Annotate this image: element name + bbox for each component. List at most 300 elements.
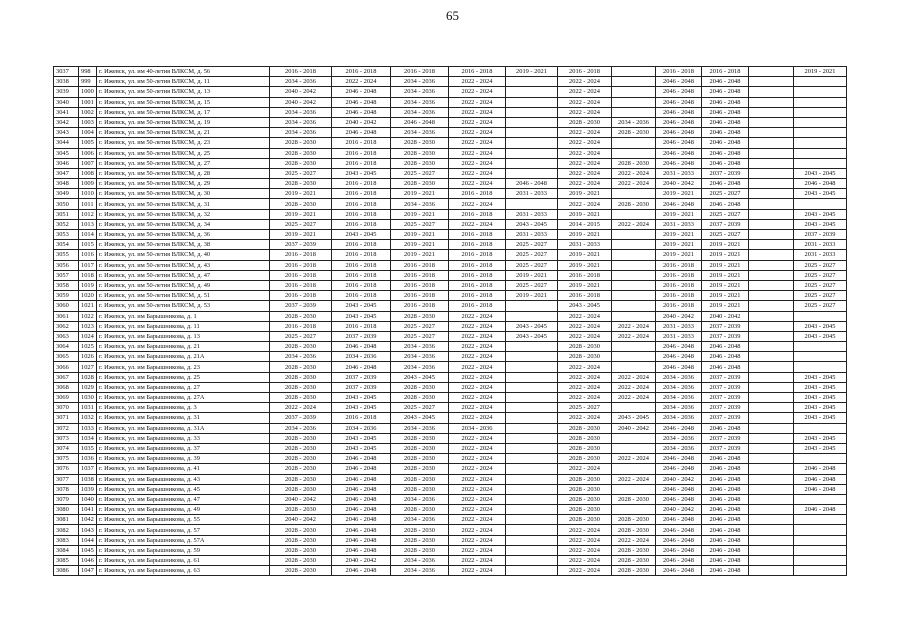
table-row: [54, 556, 847, 566]
period-cell: 2025 - 2027: [794, 270, 847, 280]
period-cell: 2037 - 2039: [702, 331, 749, 341]
table-row: [54, 179, 847, 189]
period-cell: 2043 - 2045: [794, 382, 847, 392]
period-cell: 2028 - 2030: [270, 484, 332, 494]
period-cell: 2028 - 2030: [558, 352, 612, 362]
period-cell: 2016 - 2018: [656, 291, 702, 301]
row-number-cell: 3086: [54, 566, 79, 576]
period-cell: 2025 - 2027: [391, 321, 449, 331]
page-number: 65: [446, 8, 459, 23]
table-row: [54, 393, 847, 403]
address-cell: г. Ижевск, ул. им Барышникова, д. 59: [97, 545, 270, 555]
period-cell: 2040 - 2042: [270, 515, 332, 525]
period-cell: [794, 566, 847, 576]
period-cell: 2016 - 2018: [449, 250, 506, 260]
period-cell: [506, 97, 558, 107]
period-cell: 2046 - 2048: [702, 342, 749, 352]
period-cell: 2046 - 2048: [656, 494, 702, 504]
period-cell: 2046 - 2048: [702, 525, 749, 535]
period-cell: 2022 - 2024: [449, 117, 506, 127]
period-cell: 2022 - 2024: [449, 342, 506, 352]
period-cell: 2022 - 2024: [558, 128, 612, 138]
period-cell: 2019 - 2021: [391, 189, 449, 199]
period-cell: 2028 - 2030: [270, 454, 332, 464]
period-cell: [612, 301, 656, 311]
row-number-cell: 3050: [54, 199, 79, 209]
period-cell: 2028 - 2030: [612, 199, 656, 209]
row-number-cell: 3047: [54, 168, 79, 178]
period-cell: 2028 - 2030: [391, 525, 449, 535]
period-cell: [506, 505, 558, 515]
period-cell: 2022 - 2024: [449, 168, 506, 178]
period-cell: 2022 - 2024: [558, 87, 612, 97]
table-row: [54, 403, 847, 413]
address-cell: г. Ижевск, ул. им 50-летия ВЛКСМ, д. 21: [97, 128, 270, 138]
period-cell: 2034 - 2036: [391, 199, 449, 209]
period-cell: 2016 - 2018: [332, 291, 391, 301]
row-number-cell: 3076: [54, 464, 79, 474]
period-cell: [506, 342, 558, 352]
period-cell: [749, 158, 794, 168]
object-id-cell: 1041: [79, 505, 97, 515]
period-cell: 2046 - 2048: [702, 352, 749, 362]
period-cell: 2043 - 2045: [506, 331, 558, 341]
period-cell: 2028 - 2030: [270, 433, 332, 443]
period-cell: [506, 158, 558, 168]
period-cell: 2040 - 2042: [332, 556, 391, 566]
period-cell: 2016 - 2018: [270, 270, 332, 280]
address-cell: г. Ижевск, ул. им 50-летия ВЛКСМ, д. 51: [97, 291, 270, 301]
period-cell: 2046 - 2048: [794, 474, 847, 484]
period-cell: 2046 - 2048: [702, 179, 749, 189]
address-cell: г. Ижевск, ул. им Барышникова, д. 31: [97, 413, 270, 423]
period-cell: [506, 393, 558, 403]
period-cell: 2019 - 2021: [656, 250, 702, 260]
object-id-cell: 1039: [79, 484, 97, 494]
period-cell: [749, 321, 794, 331]
period-cell: 2022 - 2024: [558, 148, 612, 158]
period-cell: 2016 - 2018: [449, 240, 506, 250]
period-cell: 2028 - 2030: [270, 179, 332, 189]
period-cell: 2022 - 2024: [558, 382, 612, 392]
period-cell: [794, 515, 847, 525]
period-cell: 2034 - 2036: [270, 107, 332, 117]
period-cell: [794, 311, 847, 321]
period-cell: 2016 - 2018: [449, 209, 506, 219]
period-cell: 2022 - 2024: [558, 362, 612, 372]
address-cell: г. Ижевск, ул. им Барышникова, д. 61: [97, 556, 270, 566]
period-cell: [749, 311, 794, 321]
period-cell: 2046 - 2048: [702, 535, 749, 545]
period-cell: 2022 - 2024: [449, 535, 506, 545]
period-cell: 2034 - 2036: [656, 443, 702, 453]
period-cell: 2028 - 2030: [612, 158, 656, 168]
period-cell: 2016 - 2018: [449, 67, 506, 77]
period-cell: 2016 - 2018: [332, 138, 391, 148]
period-cell: 2022 - 2024: [332, 77, 391, 87]
period-cell: [612, 148, 656, 158]
period-cell: 2046 - 2048: [391, 117, 449, 127]
address-cell: г. Ижевск, ул. им Барышникова, д. 27А: [97, 393, 270, 403]
period-cell: 2028 - 2030: [270, 148, 332, 158]
period-cell: 2019 - 2021: [656, 230, 702, 240]
period-cell: 2028 - 2030: [391, 464, 449, 474]
period-cell: 2022 - 2024: [449, 556, 506, 566]
row-number-cell: 3063: [54, 331, 79, 341]
period-cell: 2016 - 2018: [270, 67, 332, 77]
table-row: [54, 107, 847, 117]
period-cell: 2016 - 2018: [449, 230, 506, 240]
period-cell: 2025 - 2027: [506, 260, 558, 270]
period-cell: 2040 - 2042: [270, 97, 332, 107]
address-cell: г. Ижевск, ул. им 50-летия ВЛКСМ, д. 32: [97, 209, 270, 219]
period-cell: 2046 - 2048: [332, 494, 391, 504]
table-row: [54, 260, 847, 270]
address-cell: г. Ижевск, ул. им 50-летия ВЛКСМ, д. 43: [97, 260, 270, 270]
period-cell: [749, 219, 794, 229]
period-cell: 2046 - 2048: [332, 97, 391, 107]
period-cell: [612, 270, 656, 280]
table-row: [54, 117, 847, 127]
period-cell: 2022 - 2024: [558, 545, 612, 555]
period-cell: [612, 362, 656, 372]
period-cell: 2046 - 2048: [656, 515, 702, 525]
period-cell: [506, 382, 558, 392]
period-cell: 2022 - 2024: [612, 535, 656, 545]
period-cell: [749, 474, 794, 484]
period-cell: [612, 230, 656, 240]
period-cell: 2028 - 2030: [391, 505, 449, 515]
period-cell: 2022 - 2024: [558, 413, 612, 423]
address-cell: г. Ижевск, ул. им Барышникова, д. 25: [97, 372, 270, 382]
address-cell: г. Ижевск, ул. им 50-летия ВЛКСМ, д. 17: [97, 107, 270, 117]
period-cell: 2016 - 2018: [391, 280, 449, 290]
period-cell: 2046 - 2048: [702, 362, 749, 372]
period-cell: 2022 - 2024: [449, 545, 506, 555]
period-cell: 2028 - 2030: [270, 525, 332, 535]
period-cell: 2028 - 2030: [612, 494, 656, 504]
period-cell: 2022 - 2024: [449, 331, 506, 341]
period-cell: [506, 311, 558, 321]
period-cell: 2037 - 2039: [702, 443, 749, 453]
period-cell: 2046 - 2048: [656, 535, 702, 545]
table-row: [54, 474, 847, 484]
period-cell: [749, 464, 794, 474]
row-number-cell: 3038: [54, 77, 79, 87]
period-cell: 2031 - 2033: [656, 321, 702, 331]
table-row: [54, 67, 847, 77]
period-cell: [612, 403, 656, 413]
period-cell: 2016 - 2018: [270, 250, 332, 260]
period-cell: 2028 - 2030: [391, 443, 449, 453]
object-id-cell: 1046: [79, 556, 97, 566]
period-cell: 2046 - 2048: [332, 474, 391, 484]
object-id-cell: 998: [79, 67, 97, 77]
object-id-cell: 1014: [79, 230, 97, 240]
period-cell: [749, 423, 794, 433]
period-cell: 2025 - 2027: [794, 291, 847, 301]
period-cell: [506, 484, 558, 494]
period-cell: 2046 - 2048: [702, 107, 749, 117]
period-cell: 2034 - 2036: [391, 342, 449, 352]
period-cell: 2022 - 2024: [612, 321, 656, 331]
period-cell: 2028 - 2030: [391, 535, 449, 545]
period-cell: 2022 - 2024: [558, 331, 612, 341]
period-cell: [749, 352, 794, 362]
period-cell: 2034 - 2036: [391, 128, 449, 138]
period-cell: 2016 - 2018: [391, 270, 449, 280]
period-cell: 2022 - 2024: [449, 515, 506, 525]
period-cell: 2040 - 2042: [332, 117, 391, 127]
period-cell: 2025 - 2027: [270, 331, 332, 341]
period-cell: 2016 - 2018: [332, 321, 391, 331]
table-row: [54, 484, 847, 494]
period-cell: 2028 - 2030: [270, 158, 332, 168]
period-cell: [749, 148, 794, 158]
period-cell: 2016 - 2018: [558, 291, 612, 301]
object-id-cell: 1006: [79, 148, 97, 158]
period-cell: 2034 - 2036: [391, 423, 449, 433]
period-cell: 2037 - 2039: [702, 382, 749, 392]
period-cell: 2028 - 2030: [558, 433, 612, 443]
period-cell: 2022 - 2024: [449, 393, 506, 403]
period-cell: 2025 - 2027: [391, 219, 449, 229]
address-cell: г. Ижевск, ул. им Барышникова, д. 31А: [97, 423, 270, 433]
period-cell: [794, 148, 847, 158]
period-cell: [749, 362, 794, 372]
period-cell: 2037 - 2039: [332, 372, 391, 382]
period-cell: 2028 - 2030: [270, 464, 332, 474]
address-cell: г. Ижевск, ул. им 50-летия ВЛКСМ, д. 11: [97, 77, 270, 87]
period-cell: 2043 - 2045: [332, 230, 391, 240]
period-cell: 2019 - 2021: [506, 291, 558, 301]
period-cell: [612, 67, 656, 77]
row-number-cell: 3083: [54, 535, 79, 545]
period-cell: 2046 - 2048: [332, 342, 391, 352]
address-cell: г. Ижевск, ул. им 50-летия ВЛКСМ, д. 49: [97, 280, 270, 290]
period-cell: 2022 - 2024: [449, 484, 506, 494]
period-cell: 2022 - 2024: [449, 433, 506, 443]
object-id-cell: 1013: [79, 219, 97, 229]
row-number-cell: 3073: [54, 433, 79, 443]
row-number-cell: 3075: [54, 454, 79, 464]
period-cell: 2028 - 2030: [558, 117, 612, 127]
period-cell: 2016 - 2018: [332, 209, 391, 219]
period-cell: 2016 - 2018: [449, 270, 506, 280]
period-cell: 2034 - 2036: [270, 352, 332, 362]
period-cell: 2028 - 2030: [270, 474, 332, 484]
period-cell: 2043 - 2045: [506, 321, 558, 331]
address-cell: г. Ижевск, ул. им Барышникова, д. 37: [97, 443, 270, 453]
period-cell: 2046 - 2048: [332, 362, 391, 372]
period-cell: 2028 - 2030: [391, 311, 449, 321]
period-cell: 2016 - 2018: [332, 270, 391, 280]
period-cell: 2019 - 2021: [794, 67, 847, 77]
period-cell: 2034 - 2036: [270, 117, 332, 127]
period-cell: 2046 - 2048: [656, 128, 702, 138]
period-cell: 2019 - 2021: [558, 260, 612, 270]
period-cell: 2022 - 2024: [558, 372, 612, 382]
period-cell: 2019 - 2021: [558, 280, 612, 290]
object-id-cell: 1007: [79, 158, 97, 168]
period-cell: [749, 535, 794, 545]
period-cell: 2043 - 2045: [332, 403, 391, 413]
period-cell: 2016 - 2018: [391, 291, 449, 301]
period-cell: 2022 - 2024: [612, 219, 656, 229]
row-number-cell: 3057: [54, 270, 79, 280]
period-cell: 2046 - 2048: [656, 545, 702, 555]
period-cell: 2046 - 2048: [656, 352, 702, 362]
period-cell: 2022 - 2024: [558, 168, 612, 178]
period-cell: [749, 280, 794, 290]
period-cell: 2022 - 2024: [612, 454, 656, 464]
period-cell: 2040 - 2042: [270, 87, 332, 97]
period-cell: 2019 - 2021: [702, 240, 749, 250]
period-cell: 2019 - 2021: [558, 189, 612, 199]
period-cell: 2034 - 2036: [391, 87, 449, 97]
period-cell: 2034 - 2036: [656, 382, 702, 392]
period-cell: [506, 403, 558, 413]
period-cell: 2031 - 2033: [656, 168, 702, 178]
period-cell: 2046 - 2048: [702, 454, 749, 464]
period-cell: 2046 - 2048: [656, 148, 702, 158]
row-number-cell: 3058: [54, 280, 79, 290]
period-cell: [794, 342, 847, 352]
table-row: [54, 270, 847, 280]
period-cell: 2019 - 2021: [702, 301, 749, 311]
address-cell: г. Ижевск, ул. им Барышникова, д. 41: [97, 464, 270, 474]
period-cell: 2034 - 2036: [656, 372, 702, 382]
period-cell: [506, 138, 558, 148]
period-cell: [749, 199, 794, 209]
table-row: [54, 566, 847, 576]
object-id-cell: 1002: [79, 107, 97, 117]
period-cell: 2046 - 2048: [702, 474, 749, 484]
period-cell: 2031 - 2033: [506, 189, 558, 199]
period-cell: 2046 - 2048: [702, 484, 749, 494]
period-cell: 2034 - 2036: [656, 403, 702, 413]
row-number-cell: 3052: [54, 219, 79, 229]
period-cell: [506, 474, 558, 484]
period-cell: 2046 - 2048: [656, 525, 702, 535]
period-cell: 2031 - 2033: [794, 250, 847, 260]
address-cell: г. Ижевск, ул. им 50-летия ВЛКСМ, д. 47: [97, 270, 270, 280]
row-number-cell: 3055: [54, 250, 79, 260]
period-cell: 2016 - 2018: [332, 148, 391, 158]
period-cell: [612, 260, 656, 270]
table-row: [54, 87, 847, 97]
period-cell: 2022 - 2024: [449, 77, 506, 87]
period-cell: 2043 - 2045: [332, 443, 391, 453]
period-cell: [506, 566, 558, 576]
table-row: [54, 505, 847, 515]
period-cell: 2043 - 2045: [332, 433, 391, 443]
period-cell: [506, 545, 558, 555]
period-cell: 2022 - 2024: [449, 566, 506, 576]
table-row: [54, 423, 847, 433]
period-cell: 2028 - 2030: [612, 525, 656, 535]
row-number-cell: 3041: [54, 107, 79, 117]
period-cell: 2016 - 2018: [332, 240, 391, 250]
period-cell: 2016 - 2018: [332, 189, 391, 199]
object-id-cell: 1032: [79, 413, 97, 423]
period-cell: 2028 - 2030: [391, 454, 449, 464]
period-cell: 2040 - 2042: [270, 494, 332, 504]
period-cell: 2016 - 2018: [270, 291, 332, 301]
period-cell: [506, 199, 558, 209]
period-cell: [506, 87, 558, 97]
period-cell: 2046 - 2048: [702, 138, 749, 148]
table-row: [54, 97, 847, 107]
period-cell: 2031 - 2033: [656, 219, 702, 229]
table-row: [54, 515, 847, 525]
period-cell: 2019 - 2021: [506, 67, 558, 77]
object-id-cell: 1012: [79, 209, 97, 219]
row-number-cell: 3084: [54, 545, 79, 555]
schedule-table-body: [54, 67, 847, 576]
table-row: [54, 189, 847, 199]
period-cell: 2016 - 2018: [558, 67, 612, 77]
object-id-cell: 1038: [79, 474, 97, 484]
period-cell: [612, 352, 656, 362]
period-cell: 2022 - 2024: [612, 168, 656, 178]
period-cell: 2046 - 2048: [332, 525, 391, 535]
period-cell: 2022 - 2024: [612, 382, 656, 392]
period-cell: 2046 - 2048: [794, 464, 847, 474]
row-number-cell: 3061: [54, 311, 79, 321]
period-cell: [749, 189, 794, 199]
period-cell: 2014 - 2015: [558, 219, 612, 229]
period-cell: [612, 107, 656, 117]
address-cell: г. Ижевск, ул. им Барышникова, д. 47: [97, 494, 270, 504]
table-row: [54, 209, 847, 219]
period-cell: 2022 - 2024: [558, 107, 612, 117]
period-cell: 2040 - 2042: [702, 311, 749, 321]
row-number-cell: 3046: [54, 158, 79, 168]
address-cell: г. Ижевск, ул. им Барышникова, д. 57А: [97, 535, 270, 545]
row-number-cell: 3068: [54, 382, 79, 392]
period-cell: 2028 - 2030: [270, 138, 332, 148]
period-cell: [612, 87, 656, 97]
period-cell: [506, 168, 558, 178]
period-cell: 2046 - 2048: [702, 117, 749, 127]
period-cell: [749, 515, 794, 525]
period-cell: 2037 - 2039: [270, 413, 332, 423]
period-cell: [794, 423, 847, 433]
period-cell: 2040 - 2042: [656, 311, 702, 321]
period-cell: 2016 - 2018: [656, 67, 702, 77]
period-cell: 2025 - 2027: [270, 168, 332, 178]
period-cell: 2046 - 2048: [332, 454, 391, 464]
period-cell: 2019 - 2021: [702, 250, 749, 260]
period-cell: 2028 - 2030: [612, 128, 656, 138]
period-cell: 2046 - 2048: [332, 566, 391, 576]
period-cell: 2016 - 2018: [656, 270, 702, 280]
period-cell: 2022 - 2024: [449, 505, 506, 515]
object-id-cell: 1010: [79, 189, 97, 199]
period-cell: [506, 443, 558, 453]
period-cell: 2037 - 2039: [702, 219, 749, 229]
period-cell: 2022 - 2024: [558, 179, 612, 189]
table-row: [54, 413, 847, 423]
period-cell: [506, 372, 558, 382]
period-cell: 2046 - 2048: [702, 148, 749, 158]
period-cell: 2034 - 2036: [656, 433, 702, 443]
period-cell: 2016 - 2018: [391, 260, 449, 270]
address-cell: г. Ижевск, ул. им 50-летия ВЛКСМ, д. 19: [97, 117, 270, 127]
address-cell: г. Ижевск, ул. им Барышникова, д. 3: [97, 403, 270, 413]
period-cell: 2043 - 2045: [332, 301, 391, 311]
